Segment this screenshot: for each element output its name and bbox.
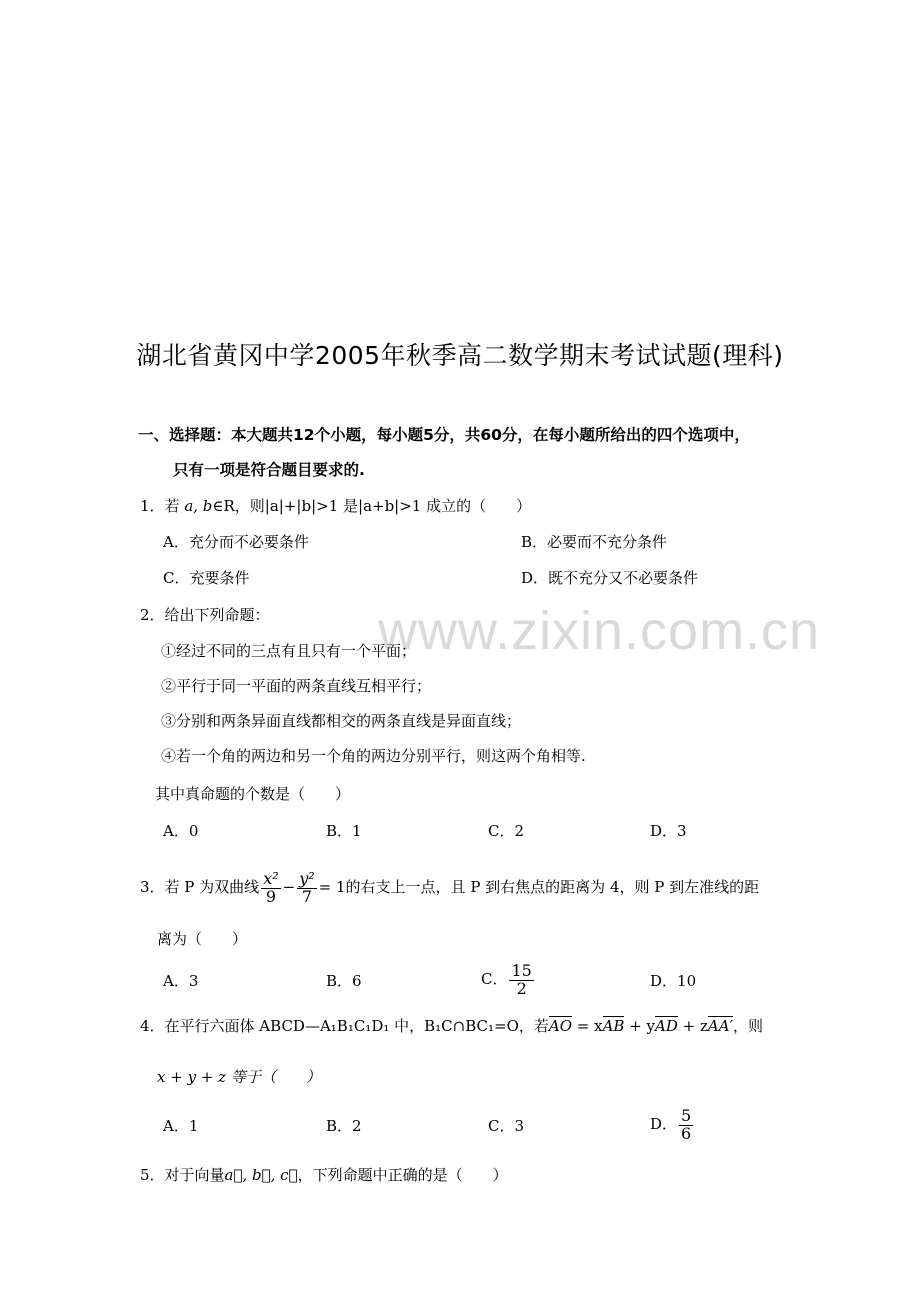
q4-vector-aa: AA′ — [707, 1017, 733, 1035]
q3-fraction-x — [261, 868, 280, 906]
q2-statement-3: ③分别和两条异面直线都相交的两条直线是异面直线； — [161, 712, 522, 730]
q4-option-b[interactable]: B．2 — [326, 1117, 362, 1135]
q2-ask: 其中真命题的个数是（ ） — [155, 785, 351, 803]
q4-option-d-label: D． — [650, 1115, 678, 1133]
q3-stem-line2: 离为（ ） — [157, 930, 248, 948]
section-heading-line1: 一、选择题：本大题共12个小题，每小题5分，共60分，在每小题所给出的四个选项中， — [138, 426, 750, 444]
q3-fraction-y-den: 7 — [301, 886, 313, 906]
q3-fraction-y — [297, 868, 316, 906]
q4-plus-z: + z — [677, 1017, 708, 1035]
q3-fraction-y-num: y² — [299, 868, 315, 888]
q2-option-a[interactable]: A．0 — [163, 822, 199, 840]
q4-vector-ad: AD — [655, 1017, 678, 1035]
q1-option-c[interactable]: C．充要条件 — [163, 569, 250, 587]
q3-option-c-den: 2 — [516, 978, 527, 998]
q5-stem — [140, 1164, 508, 1185]
q3-option-c-fraction — [509, 960, 533, 998]
q1-stem-math: a, b — [184, 497, 213, 515]
q3-option-a[interactable]: A．3 — [163, 972, 199, 990]
q3-option-c[interactable] — [481, 957, 536, 1001]
q3-option-b[interactable]: B．6 — [326, 972, 362, 990]
q2-option-c[interactable]: C．2 — [488, 822, 525, 840]
q4-stem — [140, 1015, 763, 1036]
q3-equals: = 1 — [318, 878, 346, 896]
q4-option-a[interactable]: A．1 — [163, 1117, 199, 1135]
q4-option-d-num: 5 — [681, 1105, 692, 1125]
q3-fraction-x-den: 9 — [265, 886, 276, 906]
q1-stem — [140, 495, 531, 516]
q2-stem: 2．给出下列命题： — [140, 606, 270, 624]
q4-option-d-den: 6 — [681, 1123, 692, 1143]
q1-stem-pre: 1．若 — [140, 497, 185, 515]
q3-stem-pre: 3．若 P 为双曲线 — [140, 878, 260, 896]
q4-stem-line2: x + y + z 等于（ ） — [157, 1068, 321, 1086]
q4-option-d-fraction — [679, 1105, 693, 1143]
q3-stem-post: 的右支上一点，且 P 到右焦点的距离为 4，则 P 到左准线的距 — [345, 878, 760, 896]
q2-option-d[interactable]: D．3 — [650, 822, 687, 840]
q1-option-b[interactable]: B．必要而不充分条件 — [521, 533, 668, 551]
q3-minus: − — [282, 878, 296, 896]
q4-vector-ab: AB — [602, 1017, 625, 1035]
q1-option-a[interactable]: A．充分而不必要条件 — [163, 533, 309, 551]
q1-option-d[interactable]: D．既不充分又不必要条件 — [521, 569, 699, 587]
watermark: www.zixin.com.cn — [378, 601, 821, 661]
q4-eq: = x — [572, 1017, 603, 1035]
q2-option-b[interactable]: B．1 — [326, 822, 362, 840]
q4-plus-y: + y — [624, 1017, 656, 1035]
q4-option-d[interactable] — [650, 1102, 695, 1146]
q5-stem-post: ，下列命题中正确的是（ ） — [297, 1166, 508, 1184]
q4-stem-pre: 4．在平行六面体 ABCD—A₁B₁C₁D₁ 中，B₁C∩BC₁=O，若 — [140, 1017, 549, 1035]
q5-stem-pre: 5．对于向量 — [140, 1166, 225, 1184]
q1-stem-rest: ∈R，则|a|+|b|>1 是|a+b|>1 成立的（ ） — [212, 497, 532, 515]
q4-option-c[interactable]: C．3 — [488, 1117, 525, 1135]
q3-fraction-x-num: x² — [263, 868, 279, 888]
section-heading-line2: 只有一项是符合题目要求的. — [173, 461, 365, 479]
q3-option-c-label: C． — [481, 970, 508, 988]
q3-option-d[interactable]: D．10 — [650, 972, 697, 990]
q2-statement-2: ②平行于同一平面的两条直线互相平行； — [161, 677, 432, 695]
page-title: 湖北省黄冈中学2005年秋季高二数学期末考试试题(理科) — [136, 341, 784, 370]
q3-option-c-num: 15 — [511, 960, 532, 980]
q4-stem-post: ，则 — [733, 1017, 764, 1035]
q2-statement-4: ④若一个角的两边和另一个角的两边分别平行，则这两个角相等. — [161, 747, 586, 765]
q4-vector-ao: AO — [548, 1017, 573, 1035]
q2-statement-1: ①经过不同的三点有且只有一个平面； — [161, 642, 417, 660]
q5-vectors: a⃗, b⃗, c⃗ — [224, 1166, 298, 1184]
q3-stem — [140, 857, 759, 917]
